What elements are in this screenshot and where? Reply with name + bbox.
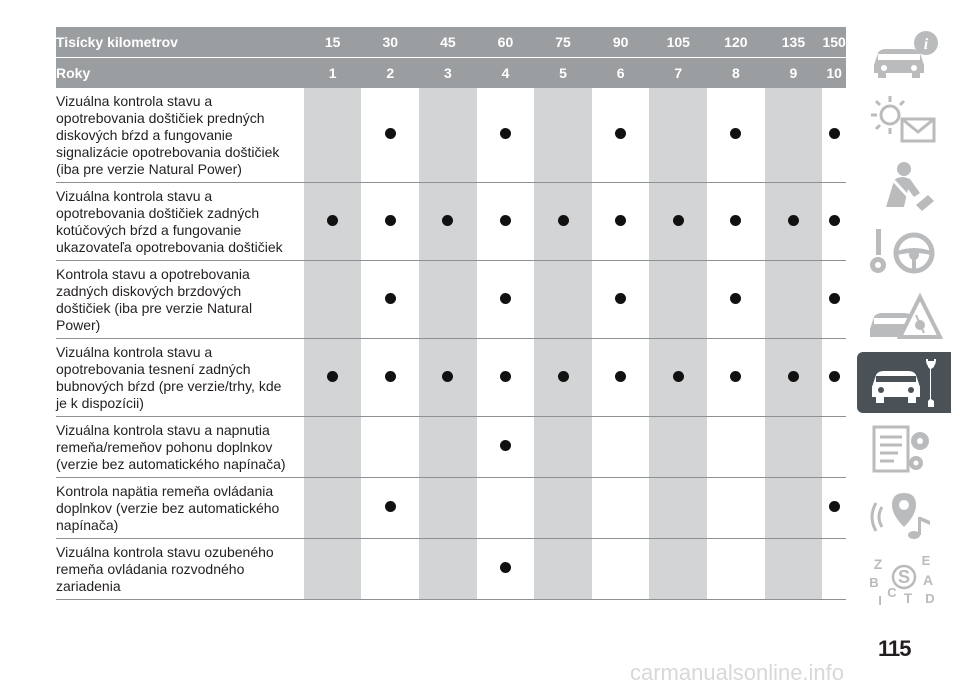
check-dot-icon bbox=[385, 293, 396, 304]
header-km-value: 135 bbox=[765, 27, 823, 58]
schedule-cell bbox=[765, 539, 823, 600]
schedule-cell bbox=[361, 539, 419, 600]
schedule-cell bbox=[534, 183, 592, 261]
schedule-cell bbox=[649, 88, 707, 183]
check-dot-icon bbox=[829, 128, 840, 139]
check-dot-icon bbox=[829, 371, 840, 382]
schedule-cell bbox=[822, 88, 846, 183]
airbag-safety-icon bbox=[864, 157, 944, 213]
schedule-cell bbox=[592, 88, 650, 183]
schedule-cell bbox=[822, 183, 846, 261]
schedule-cell bbox=[707, 339, 765, 417]
index-letter: B bbox=[869, 574, 879, 590]
schedule-cell bbox=[419, 339, 477, 417]
technical-data-icon bbox=[864, 421, 944, 477]
schedule-cell bbox=[765, 417, 823, 478]
header-year-value: 10 bbox=[822, 58, 846, 89]
warning-lights-icon bbox=[864, 91, 944, 147]
schedule-cell bbox=[592, 417, 650, 478]
schedule-cell bbox=[534, 539, 592, 600]
schedule-cell bbox=[361, 261, 419, 339]
index-icon bbox=[864, 553, 944, 609]
page-number: 115 bbox=[878, 636, 911, 661]
chapter-sidebar bbox=[857, 22, 951, 616]
schedule-cell bbox=[477, 539, 535, 600]
table-row bbox=[56, 539, 846, 600]
check-dot-icon bbox=[327, 215, 338, 226]
check-dot-icon bbox=[558, 215, 569, 226]
schedule-cell bbox=[304, 539, 362, 600]
schedule-cell bbox=[419, 417, 477, 478]
schedule-cell bbox=[707, 261, 765, 339]
index-letter: I bbox=[878, 592, 882, 608]
check-dot-icon bbox=[615, 128, 626, 139]
schedule-cell bbox=[822, 417, 846, 478]
car-maintenance-icon bbox=[864, 355, 944, 411]
check-dot-icon bbox=[385, 215, 396, 226]
schedule-cell bbox=[649, 478, 707, 539]
check-dot-icon bbox=[829, 293, 840, 304]
schedule-cell bbox=[822, 539, 846, 600]
check-dot-icon bbox=[829, 501, 840, 512]
check-dot-icon bbox=[500, 215, 511, 226]
watermark: carmanualsonline.info bbox=[630, 660, 845, 685]
check-dot-icon bbox=[500, 562, 511, 573]
check-dot-icon bbox=[615, 293, 626, 304]
schedule-cell bbox=[477, 183, 535, 261]
schedule-cell bbox=[304, 478, 362, 539]
emergency-icon bbox=[864, 289, 944, 345]
check-dot-icon bbox=[788, 215, 799, 226]
schedule-cell bbox=[361, 417, 419, 478]
task-description: Vizuálna kontrola stavu ozubeného remeňa ovládania rozvodného zariadenia bbox=[56, 539, 304, 600]
table-row bbox=[56, 417, 846, 478]
schedule-cell bbox=[304, 88, 362, 183]
schedule-cell bbox=[304, 339, 362, 417]
header-km-value: 150 bbox=[822, 27, 846, 58]
schedule-cell bbox=[707, 417, 765, 478]
check-dot-icon bbox=[730, 371, 741, 382]
tab-starting-driving[interactable] bbox=[857, 220, 951, 281]
header-km-value: 30 bbox=[361, 27, 419, 58]
index-letter: D bbox=[925, 590, 935, 606]
task-description: Kontrola stavu a opotrebovania zadných diskových brzdových doštičiek (iba pre verzie Natural Power) bbox=[56, 261, 304, 339]
schedule-cell bbox=[592, 339, 650, 417]
check-dot-icon bbox=[730, 215, 741, 226]
schedule-cell bbox=[534, 261, 592, 339]
check-dot-icon bbox=[442, 215, 453, 226]
starting-driving-icon bbox=[864, 223, 944, 279]
car-info-icon bbox=[864, 25, 944, 81]
tab-warning-lights[interactable] bbox=[857, 88, 951, 149]
index-letter: E bbox=[921, 552, 931, 568]
check-dot-icon bbox=[558, 371, 569, 382]
check-dot-icon bbox=[673, 215, 684, 226]
schedule-cell bbox=[649, 261, 707, 339]
index-letter: C bbox=[887, 584, 897, 600]
check-dot-icon bbox=[385, 501, 396, 512]
schedule-cell bbox=[419, 88, 477, 183]
check-dot-icon bbox=[500, 293, 511, 304]
schedule-cell bbox=[707, 478, 765, 539]
header-year-value: 6 bbox=[592, 58, 650, 89]
check-dot-icon bbox=[673, 371, 684, 382]
schedule-cell bbox=[822, 478, 846, 539]
schedule-cell bbox=[649, 339, 707, 417]
schedule-cell bbox=[765, 261, 823, 339]
schedule-cell bbox=[534, 417, 592, 478]
schedule-cell bbox=[419, 478, 477, 539]
schedule-cell bbox=[649, 183, 707, 261]
schedule-cell bbox=[361, 339, 419, 417]
check-dot-icon bbox=[442, 371, 453, 382]
task-description: Vizuálna kontrola stavu a opotrebovania doštičiek predných diskových bŕzd a fungovanie signalizácie opotrebovania doštičiek (iba pre verzie Natural Power) bbox=[56, 88, 304, 183]
table-row bbox=[56, 339, 846, 417]
schedule-cell bbox=[765, 88, 823, 183]
schedule-cell bbox=[534, 88, 592, 183]
schedule-cell bbox=[765, 183, 823, 261]
schedule-cell bbox=[649, 539, 707, 600]
header-year-value: 4 bbox=[477, 58, 535, 89]
header-year-value: 5 bbox=[534, 58, 592, 89]
header-year-value: 1 bbox=[304, 58, 362, 89]
schedule-cell bbox=[361, 183, 419, 261]
schedule-cell bbox=[534, 339, 592, 417]
tab-emergency[interactable] bbox=[857, 286, 951, 347]
schedule-cell bbox=[534, 478, 592, 539]
header-km-value: 105 bbox=[649, 27, 707, 58]
task-description: Vizuálna kontrola stavu a napnutia remeňa/remeňov pohonu doplnkov (verzie bez automatického napínača) bbox=[56, 417, 304, 478]
header-years-label: Roky bbox=[56, 58, 304, 89]
schedule-cell bbox=[477, 478, 535, 539]
schedule-cell bbox=[477, 88, 535, 183]
schedule-cell bbox=[361, 478, 419, 539]
task-description: Vizuálna kontrola stavu a opotrebovania doštičiek zadných kotúčových bŕzd a fungovanie ukazovateľa opotrebovania doštičiek bbox=[56, 183, 304, 261]
check-dot-icon bbox=[788, 371, 799, 382]
schedule-cell bbox=[304, 261, 362, 339]
schedule-cell bbox=[361, 88, 419, 183]
check-dot-icon bbox=[615, 371, 626, 382]
header-km-label: Tisícky kilometrov bbox=[56, 27, 304, 58]
schedule-cell bbox=[419, 539, 477, 600]
schedule-cell bbox=[592, 539, 650, 600]
check-dot-icon bbox=[500, 128, 511, 139]
svg-text:i: i bbox=[923, 35, 929, 53]
header-km-value: 120 bbox=[707, 27, 765, 58]
schedule-cell bbox=[477, 339, 535, 417]
table-row bbox=[56, 183, 846, 261]
table-row bbox=[56, 478, 846, 539]
header-year-value: 2 bbox=[361, 58, 419, 89]
maintenance-schedule-table bbox=[56, 27, 846, 600]
header-year-value: 3 bbox=[419, 58, 477, 89]
schedule-cell bbox=[822, 261, 846, 339]
schedule-cell bbox=[419, 261, 477, 339]
check-dot-icon bbox=[730, 128, 741, 139]
tab-multimedia[interactable] bbox=[857, 484, 951, 545]
schedule-cell bbox=[419, 183, 477, 261]
header-km-value: 15 bbox=[304, 27, 362, 58]
check-dot-icon bbox=[385, 371, 396, 382]
schedule-cell bbox=[592, 183, 650, 261]
check-dot-icon bbox=[327, 371, 338, 382]
table-row bbox=[56, 261, 846, 339]
table-row bbox=[56, 88, 846, 183]
schedule-cell bbox=[765, 478, 823, 539]
tab-safety[interactable] bbox=[857, 154, 951, 215]
index-letter: A bbox=[922, 571, 934, 588]
tab-car-info[interactable] bbox=[857, 22, 951, 83]
schedule-cell bbox=[707, 539, 765, 600]
schedule-cell bbox=[649, 417, 707, 478]
check-dot-icon bbox=[615, 215, 626, 226]
header-year-value: 9 bbox=[765, 58, 823, 89]
index-letter: Z bbox=[873, 555, 883, 572]
schedule-cell bbox=[304, 183, 362, 261]
tab-maintenance[interactable] bbox=[857, 352, 951, 413]
check-dot-icon bbox=[500, 371, 511, 382]
tab-index[interactable] bbox=[857, 550, 951, 611]
schedule-cell bbox=[822, 339, 846, 417]
schedule-cell bbox=[477, 417, 535, 478]
schedule-cell bbox=[765, 339, 823, 417]
header-row-km bbox=[56, 27, 846, 58]
header-km-value: 90 bbox=[592, 27, 650, 58]
schedule-cell bbox=[592, 478, 650, 539]
check-dot-icon bbox=[385, 128, 396, 139]
schedule-cell bbox=[304, 417, 362, 478]
multimedia-icon bbox=[864, 487, 944, 543]
schedule-cell bbox=[477, 261, 535, 339]
header-km-value: 60 bbox=[477, 27, 535, 58]
check-dot-icon bbox=[730, 293, 741, 304]
header-year-value: 7 bbox=[649, 58, 707, 89]
task-description: Vizuálna kontrola stavu a opotrebovania tesnení zadných bubnových bŕzd (pre verzie/trhy, kde je k dispozícii) bbox=[56, 339, 304, 417]
index-letter: T bbox=[903, 589, 913, 606]
header-km-value: 75 bbox=[534, 27, 592, 58]
schedule-cell bbox=[707, 183, 765, 261]
schedule-cell bbox=[707, 88, 765, 183]
check-dot-icon bbox=[500, 440, 511, 451]
header-year-value: 8 bbox=[707, 58, 765, 89]
schedule-cell bbox=[592, 261, 650, 339]
check-dot-icon bbox=[829, 215, 840, 226]
index-letter: S bbox=[897, 566, 911, 587]
tab-technical-data[interactable] bbox=[857, 418, 951, 479]
header-km-value: 45 bbox=[419, 27, 477, 58]
header-row-years bbox=[56, 58, 846, 89]
task-description: Kontrola napätia remeňa ovládania doplnkov (verzie bez automatického napínača) bbox=[56, 478, 304, 539]
